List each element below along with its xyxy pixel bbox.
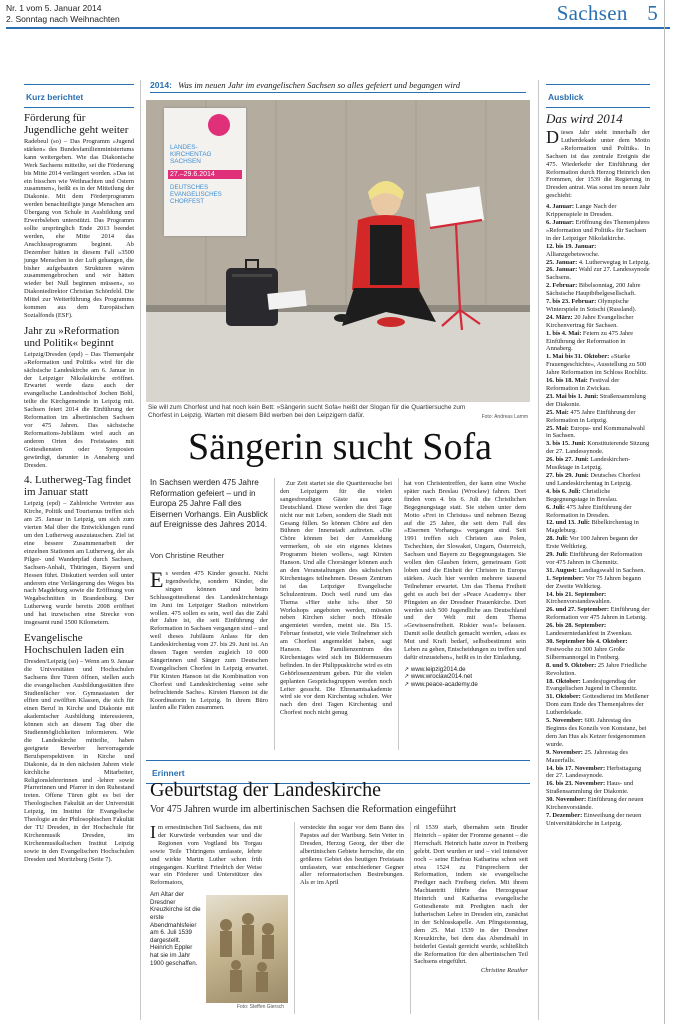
event-text: Landesjugendtag der Evangelischen Jugend in Chemnitz. [546,677,638,693]
page-number: 5 [647,1,658,25]
event-date: 12. und 13. Juli: [546,519,590,527]
event-text: Gottesdienst im Meißener Dom zum Ende des Themenjahres der Lutherdekade. [546,693,649,717]
event-text: Eröffnung des Themenjahres »Reformation und Politik« für Sachsen in der Leipziger Nikolaikirche. [546,218,650,242]
event-text: 600. Jahrestag des Beginns des Konzils von Konstanz, bei dem Jan Hus als Ketzer festgenommen wurde. [546,717,647,748]
event-text: Einweihung der neuen Universitätskirche in Leipzig. [546,811,642,827]
event-date: 25. Mai: [546,424,569,432]
erinnert-divider-2 [410,822,411,1014]
main-col-1-body: s werden 475 Kinder gesucht. Nicht irgendwelche, sondern Kinder, die singen können und beim Schlussgottesdienst des Landeskirchentags im Juni im Leipziger Stadion mitwirken wollen. 475 sollen es sein, weil das die Zahl der Jahre ist, die seit Einführung der Reformation in Sachsen vergangen sind – und weil dieses Jubiläum Anlass für den Landeskirchentag vom 27. bis 29. Juni ist. An diesen Tagen werden zugleich 10 000 Sängerinnen und Sänger zum Deutschen Evangelischen Chorfest in Leipzig erwartet. Für Kirsten Hanson ist die Kombination von Chorfest und Landeskirchentag »eine sehr befruchtende Sache«. Kirsten Hanson ist die Koordinatorin in Leipzig. In ihrem Büro laufen alle Fäden zusammen. [150,570,268,712]
event-text: »Starke Frauengeschichte«, Ausstellung zu 500 Jahre Reformation im Schloss Rochlitz. [546,353,648,377]
event-date: 30. September bis 4. Oktober: [546,638,628,645]
event-text: 475 Jahre Einführung der Reformation in Leipzig. [546,408,636,424]
event-date: 14. bis 21. September: [546,590,607,598]
article-4-title: Evangelische Hochschulen laden ein [24,631,125,656]
kicker-year: 2014: [150,80,172,90]
arrow-icon: ↗ [404,665,410,673]
event-item [546,266,650,282]
event-date: 25. Januar: [546,258,578,266]
left-column-divider [140,80,141,1020]
erinnert-col-3-body: ril 1539 starb, übernahm sein Bruder Heinrich – später der Fromme genannt – die Herrschaft. Heinrich hatte zuvor in Freiberg gelebt. Dort wurden er und – viel intensiver noch – seine Ehefrau Katharina schon seit etwa 1524 zu Fürsprechern der Reformation, indem sie evangelische Prediger nach Freiberg riefen. Mit ihrem Machtantritt führte das Herzogspaar Heinrich und Katharina evangelische Gottesdienste mit Predigten nach der lutherischen Lehre in Dresden ein, zunächst in der Schlosskapelle. Am Pfingstsonntag, dem 25. Mai 1539 in der Dresdner Kreuzkirche, bei dem das Abendmahl in beiderlei Gestalt gereicht wurde, schließlich die Reformation für den albertinischen Teil Sachsens eingeführt. [414,824,528,966]
event-item [546,693,650,717]
event-date: 28. Juli: [546,535,569,543]
main-divider-2 [398,478,399,750]
drop-cap: E [150,567,164,592]
event-item [546,765,650,781]
article-3-title: 4. Lutherweg-Tag findet im Januar statt [24,474,132,499]
event-date: 6. Juli: [546,503,565,511]
main-col-3-body: hat von Christentreffen, der kann eine Woche später nach Breslau (Wrocław) fahren. Dort finden vom 4. bis 6. Juli die Christlichen Begegnungstage statt. Sie stehen unter dem Motto »Frei in Christus« und nehmen Bezug auf die 25 Jahre, die seit dem Fall des »Eisernen Vorhangs« vergangen sind. Seit 1991 treffen sich Christen aus Polen, Tschechien, der Slowakei, Ungarn, Österreich, Sachsen und Bayern zu Begegnungstagen. Sie wollen den Glauben feiern, gemeinsam Gott loben und die Einheit der Christen in Europa stärken. Auch hier werden mehrere tausend Teilnehmer erwartet. Um das Thema Freiheit geht es auch bei der »Peace Academy« über Pfingsten an der Dresdner Frauenkirche. Dort werden sich 500 Jugendliche aus Deutschland und der Welt mit dem Thema »Gewissensfreiheit. Riskier was!« befassen. Damit solle deutlich gemacht werden, »dass es Mut und Kraft bedarf, selbstbestimmt sein Leben zu gehen, Entscheidungen zu treffen und dafür einzustehen«, heißt es in der Einladung. [404,480,526,661]
erinnert-col-2 [300,824,404,887]
event-item [546,551,650,567]
link-leipzig2014[interactable]: ↗ www.leipzig2014.de [404,665,466,673]
event-text: Allianzgebetswoche. [546,250,600,258]
event-text: Lange Nach der Krippenspiele in Dresden. [546,203,617,219]
ausblick-label: Ausblick [548,92,584,102]
event-date: 7. bis 23. Februar: [546,298,597,306]
event-date: 30. November: [546,796,587,804]
event-item [546,425,650,441]
event-text: Kirchenvorstandswahlen. [546,598,612,606]
main-photo [146,100,530,402]
event-date: 18. Oktober: [546,677,581,685]
event-text: Landtagswahl in Sachsen. [576,566,646,574]
left-column [24,84,134,864]
right-column-divider [538,80,539,1020]
event-text: Einführung der Reformation vor 475 Jahren in Leisnig. [546,606,650,622]
event-item [546,812,650,828]
event-text: Olympische Winterspiele in Sotschi (Russland). [546,298,637,313]
event-item [546,219,650,243]
event-text: Bibelkirchentag in Magdeburg. [546,519,639,535]
event-item [546,298,650,314]
event-date: 6. Januar: [546,218,575,226]
event-text: Straßensammlung der Diakonie. [546,392,646,408]
poster-title: LANDES- KIRCHENTAG SACHSEN [170,144,212,166]
erinnert-title: Geburtstag der Landeskirche [150,779,382,801]
event-date: 31. August: [546,566,577,574]
right-edge-rule [664,0,665,1024]
event-text: Europa- und Kommunalwahl in Sachsen. [546,424,645,440]
byline: Von Christine Reuther [150,551,225,560]
erinnert-col-3 [414,824,528,974]
ausblick-title: Das wird 2014 [546,111,623,126]
drop-cap: I [150,822,156,842]
event-item [546,330,650,354]
event-item [546,377,650,393]
event-date: 29. Juli: [546,551,569,559]
event-item [546,749,650,765]
erinnert-divider-1 [294,822,295,1014]
right-column [546,84,650,828]
ausblick-intro: Dieses Jahr steht innerhalb der Lutherdekade unter dem Motto »Reformation und Politik«. In Sachsen ist das zentrale Ereignis die 475. Wiederkehr der Einführung der Reformation durch Herzog Heinrich den Frommen, der 1539 die Regierung in Dresden antrat. Was sonst im neuen Jahr geschieht: [546,127,650,200]
article-2-title: Jahr zu »Reformation und Politik« beginnt [24,324,120,349]
issue-info [6,3,120,25]
event-text: Einführung der Reformation vor 475 Jahren in Chemnitz. [546,551,643,566]
event-date: 25. Mai: [546,408,569,416]
event-item [546,282,650,298]
article-2-body: Leipzig/Dresden (epd) – Das Themenjahr »Reformation und Politik« wird für die sächsische Landeskirche am 6. Januar in der Leipziger Nikolaikirche eröffnet. Erwartet werde dazu auch der evangelische Landesbischof Jochen Bohl, teilte die Kirchgemeinde in Leipzig mit. Sachsen feiert 2014 die Einführung der Reformation im albertinischen Sachsen vor 475 Jahren. Das sächsische Reformations-Jubiläum wird auch an anderen Orten des Freistaates mit Gottesdiensten oder Symposien gewürdigt, darunter in Annaberg und Dresden. [24,350,134,469]
event-item [546,203,650,219]
arrow-icon: ↗ [404,673,410,681]
event-date: 26. bis 27. Juni: [546,456,589,464]
kicker [150,80,526,93]
headline: Sängerin sucht Sofa [188,426,492,468]
photo-credit: Foto: Andreas Lamm [481,414,528,420]
event-date: 9. November: [546,748,583,756]
event-item [546,456,650,472]
altar-caption: Am Altar der Dresdner Kreuzkirche ist die erste Abendmahlsfeier am 6. Juli 1539 dargestellt. Heinrich Eppler hat sie im Jahr 1900 geschaffen. [150,891,201,967]
event-text: 25. Jahrestag des Mauerfalls. [546,748,628,764]
section-name: Sachsen [556,1,628,25]
link-peace-academy[interactable]: ↗ www.peace-academy.de [404,681,478,689]
event-date: 31. Oktober: [546,693,581,701]
event-date: 27. bis 29. Juni: [546,471,589,479]
event-item [546,259,650,267]
ausblick-label-box [546,84,650,108]
event-date: 24. März: [546,313,573,321]
event-date: 23. Mai bis 1. Juni: [546,392,599,400]
event-item [546,567,650,575]
kurz-label-box [24,84,134,108]
kicker-text: Was im neuen Jahr im evangelischen Sachsen so alles gefeiert und begangen wird [178,80,461,90]
event-item [546,606,650,622]
poster-logo [208,114,230,136]
event-item [546,353,650,377]
event-item [546,243,650,259]
event-date: 26. Januar: [546,266,578,274]
article-4-body: Dresden/Leipzig (so) – Wenn am 9. Januar die Universitäten und Hochschulen Sachsens ihre Türen öffnen, stellen auch die evangelischen Ausbildungsstätten ihre Studienfächer vor. Gymnasiasten der elften und zwölften Klassen, die sich für einen Beruf in Kirche und Diakonie mit akademischer Ausbildung interessieren, können sich an diesem Tag über die Studienmöglichkeiten informieren. Wie die Landeskirche mitteilte, haben geeignete Bewerber hervorragende Berufsperspektiven in Kirche und Diakonie, da in den nächsten Jahren viele kirchliche Mitarbeiter, Religionslehrerinnen und -lehrer sowie Pfarrerinnen und Pfarrer in den Ruhestand treten. Offene Türen gibt es bei der Theologischen Fakultät an der Universität Leipzig, im Institut für Evangelische Theologie an der Philosophischen Fakultät der TU Dresden, in der Hochschule für Kirchenmusik Dresden, im Kirchenmusikalischen Institut Leipzig sowie in den Evangelischen Hochschulen Dresden und Moritzburg (Seite 7). [24,657,134,863]
section-title [557,1,658,26]
event-item [546,393,650,409]
event-item [546,504,650,520]
article-3-body: Leipzig (epd) – Zahlreiche Vertreter aus Kirche, Politik und Tourismus treffen sich am 25. Januar in Leipzig, um sich zum vierten Mal über die Entwicklungen rund um den Lutherweg auszutauschen. Ziel ist eine bessere Zusammenarbeit der einzelnen Stationen am Lutherweg, der als Pilger- und Wanderpfad durch Sachsen, Sachsen-Anhalt, Thüringen, Bayern und Hessen führt. Diskutiert werden soll unter anderem eine Verlängerung des Weges bis nach Magdeburg sowie die Eröffnung von Wegabschnitten in Brandenburg. Der Lutherweg wurde bereits 2008 eröffnet und hat inzwischen eine Strecke von insgesamt rund 1500 Kilometern. [24,500,134,627]
erinnert-col-2-body: versteckte ihn sogar vor dem Bann des Papstes auf der Wartburg. Sein Vetter in Dresden, Herzog Georg, der über die albertinischen Gebiete herrschte, die ein größeres Gebiet des heutigen Freistaats umfassten, war entschiedener Gegner aller reformatorischen Bestrebungen. Als er im April [300,824,404,887]
main-col-1-text [150,567,268,712]
article-1-title: Förderung für Jugendliche geht weiter [24,112,129,136]
event-date: 1. bis 4. Mai: [546,329,582,337]
event-date: 1. September: [546,574,584,582]
link-wroclaw2014[interactable]: ↗ www.wroclaw2014.net [404,673,473,681]
altar-relief [206,895,288,1003]
event-text: Feiern zu 475 Jahre Einführung der Reformation in Annaberg. [546,329,634,353]
main-col-1 [150,567,268,712]
event-date: 4. bis 6. Juli: [546,487,581,495]
altar-image [206,895,288,1003]
arrow-icon: ↗ [404,681,410,689]
issue-line-sunday: 2. Sonntag nach Weihnachten [6,14,120,24]
event-item [546,440,650,456]
header-rule [6,27,670,29]
erinnert-col-1-body: m ernestinischen Teil Sachsens, das mit der Kurwürde verbunden war und die Regionen vom Vogtland bis Torgau sowie Teile Thüringens umfasste, lehrte und wirkte Martin Luther schon früh eingegangen. Kurfürst Friedrich der Weise war ein Förderer und Unterstützer des Reformators, [150,824,262,887]
event-date: 12. bis 19. Januar: [546,242,597,250]
event-text: Bibelsonntag, 200 Jahre Sächsische Hauptbibelgesellschaft. [546,282,641,298]
event-text: Haus- und Straßensammlung der Diakonie. [546,780,634,796]
event-date: 3. bis 15. Juni: [546,440,586,448]
event-text: Landeserntedankfest in Zwenkau. [546,630,633,638]
event-item [546,535,650,551]
event-text: Herbsttagung der 27. Landessynode. [546,764,642,780]
event-text: 25 Jahre Friedliche Revolution. [546,661,647,677]
event-item [546,662,650,678]
event-date: 26. und 27. September: [546,606,610,614]
main-col-2-body: Zur Zeit startet sie die Quartiersuche bei den Leipzigern für die vielen sangesfreudigen Gäste aus ganz Deutschland. Diese werden die drei Tage nicht nur mit Leben, sondern die Stadt mit Gesang füllen. So können Chöre auf den Bühnen der Innenstadt auftreten. »Die Chöre können bei der Anmeldung vermerken, ob sie ein eigenes kleines Programm bieten wollen«, sagt Kirsten Hanson. Und alle Chorsänger können auch an den Veranstaltungen des sächsischen Kirchentages teilnehmen. Dessen Zentrum ist das Leipziger Evangelische Schulzentrum. Doch weil rund um das Thema »Hier stehe ich« über 50 Workshops angeboten werden, müssten neben Kirchen sicher noch Hörsäle angemietet werden, meint sie. Bis 15. Februar festsetzt, wie viele Teilnehmer sich am Chorfest angemeldet haben, sagt Hanson. Das Familienzentrum des Kirchentages wird sich im Bildermuseum befinden. In der Philippuskirche wird es ein Gehörlosenzentrum geben. Für die vielen geplanten Gesprächsgruppen werden noch Leiter gesucht. Die Ehrenamtsakademie wird sie vor dem Kirchentag schulen. Wer nach den drei Tagen Kirchentag und Chorfest noch nicht genug [280,480,392,717]
poster-dates: 27.–29.6.2014 [168,170,242,179]
event-item [546,622,650,638]
main-col-3 [404,480,526,689]
main-divider-1 [274,478,275,750]
event-date: 1. Mai bis 31. Oktober: [546,353,610,361]
event-date: 26. bis 28. September: [546,622,607,630]
event-text: Vor 75 Jahren begann der Zweite Weltkrieg. [546,574,641,590]
photo-caption: Sie will zum Chorfest und hat noch kein Bett: »Sängerin sucht Sofa« heißt der Slogan für die Quartiersuche zum Chorfest in Leipzig. Warten mit diesem Bild werben bei den Leipzigern dafür. [148,404,466,419]
event-item [546,591,650,607]
deck: In Sachsen werden 475 Jahre Reformation gefeiert – und in Europa 25 Jahre Fall des Eisernen Vorhangs. Ein Ausblick auf Ereignisse des Jahres 2014. [150,478,268,530]
erinnert-author: Christine Reuther [480,967,528,975]
event-text: Einführung der neuen Kirchenvorstände. [546,796,644,812]
event-text: 4. Lutherwegtag in Leipzig. [577,258,651,266]
event-item [546,717,650,749]
event-text: Landeskirchen-Musiktage in Leipzig. [546,456,631,472]
event-text: Christliche Begegnungstage in Breslau. [546,487,618,503]
event-item [546,575,650,591]
event-date: 7. Dezember: [546,811,583,819]
event-date: 16. bis 23. November: [546,780,606,788]
event-item [546,488,650,504]
links-list [404,666,526,689]
event-text: Konstituierende Sitzung der 27. Landessynode. [546,440,650,456]
main-col-2 [280,480,392,717]
event-text: Festwoche zu 300 Jahre Große Silbermannorgel in Freiberg. [546,645,625,661]
event-list [546,203,650,828]
event-item [546,638,650,662]
event-item [546,409,650,425]
kurz-label: Kurz berichtet [26,92,84,102]
event-text: Wahl zur 27. Landessynode Sachsens. [546,266,650,282]
event-item [546,780,650,796]
drop-cap: D [546,127,559,147]
issue-line-date: Nr. 1 vom 5. Januar 2014 [6,3,102,13]
event-date: 4. Januar: [546,203,575,211]
event-text: 20 Jahre Evangelischer Kirchenvertrag für Sachsen. [546,313,634,329]
article-1-body: Radebeul (so) – Das Programm »Jugend stärken« des Bundesfamilienministeriums kann weitergeben. Wie das Diakonische Werk Sachsens mitteilte, sei die Förderung bis Mitte 2014 verlängert worden. »Das ist ein bisschen wie Weihnachten und Ostern zusammen«, heißt es in der Mitteilung der Diakonie. Mit dem Förderprogramm werden benachteiligte junge Menschen am Übergang von Schule in Ausbildung und Erwerbsleben unterstützt. Das Programm sollte ursprünglich Ende 2013 beendet werden, ehe Mitte 2014 das Anschlussprogramm beginnt. Ab Dezember hätten in diesem Fall »3500 junge Menschen in der Luft gehangen, die bisher aufgebauten Strukturen wären zusammengebrochen und wir hätten wieder bei Null beginnen müssen«, so Diakoniedirektor Christian Schönfeld. Die Mittel zur Weiterführung des Programms kommen aus dem Europäischen Sozialfonds (ESF). [24,138,134,319]
event-date: 16. bis 18. Mai: [546,377,588,385]
event-date: 5. November: [546,717,583,725]
erinnert-label: Erinnert [152,768,185,778]
event-text: Vor 100 Jahren begann der Erste Weltkrieg. [546,535,638,551]
event-text: Deutsches Chorfest und Landeskirchentag in Leipzig. [546,471,641,487]
event-date: 14. bis 17. November: [546,764,606,772]
event-item [546,314,650,330]
erinnert-subtitle: Vor 475 Jahren wurde im albertinischen Sachsen die Reformation eingeführt [150,804,457,815]
altar-credit: Foto: Steffen Giersch [236,1004,284,1010]
event-date: 8. und 9. Oktober: [546,661,597,669]
event-item [546,519,650,535]
chorfest-poster [164,108,246,236]
event-item [546,678,650,694]
poster-subtitle: DEUTSCHES EVANGELISCHES CHORFEST [170,184,222,205]
event-date: 2. Februar: [546,282,578,290]
event-text: 475 Jahre Einführung der Reformation in Dresden. [546,503,632,519]
event-text: Festival der Reformation in Zwickau. [546,377,620,392]
event-item [546,796,650,812]
event-item [546,472,650,488]
